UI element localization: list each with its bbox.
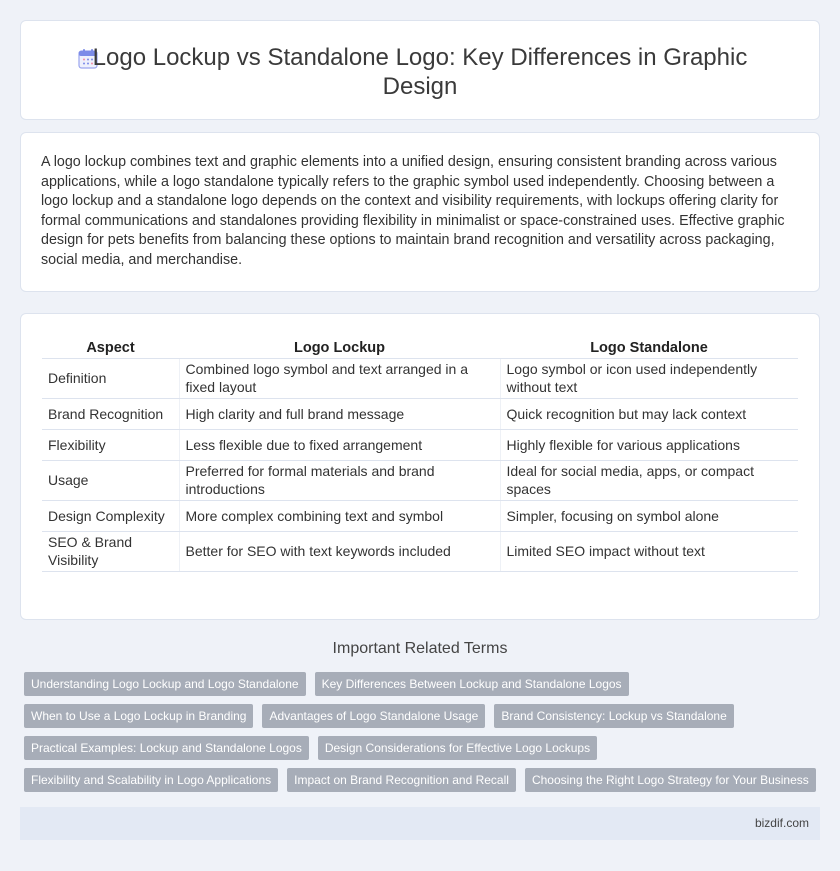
related-term-tag[interactable]: Brand Consistency: Lockup vs Standalone <box>494 704 733 728</box>
related-term-tag[interactable]: Impact on Brand Recognition and Recall <box>287 768 516 792</box>
header-logo-lockup: Logo Lockup <box>179 334 500 358</box>
row-aspect: SEO & Brand Visibility <box>42 531 179 571</box>
tag-row <box>24 672 824 696</box>
header-logo-standalone: Logo Standalone <box>500 334 798 358</box>
row-lockup-value: Preferred for formal materials and brand introductions <box>179 460 500 500</box>
row-lockup-value: Better for SEO with text keywords included <box>179 531 500 571</box>
intro-paragraph: A logo lockup combines text and graphic elements into a unified design, ensuring consistent branding across various applications, while a logo standalone typically refers to the graphic symbol used independently. Choosing between a logo lockup and a standalone logo depends on the context and visibility requirements, with lockups offering clarity for formal communications and standalones providing flexibility in minimalist or space-constrained uses. Effective graphic design for pets benefits from balancing these options to maintain brand recognition and versatility across packaging, social media, and merchandise. <box>41 154 785 268</box>
header-aspect: Aspect <box>42 334 179 358</box>
page-title: Logo Lockup vs Standalone Logo: Key Differences in Graphic Design <box>92 44 748 100</box>
table-row <box>42 429 798 460</box>
table-header-row <box>42 334 798 358</box>
tag-row <box>24 768 824 792</box>
table-row <box>42 500 798 531</box>
row-lockup-value: High clarity and full brand message <box>179 398 500 429</box>
row-standalone-value: Quick recognition but may lack context <box>500 398 798 429</box>
intro-card <box>20 132 820 292</box>
related-term-tag[interactable]: Choosing the Right Logo Strategy for Your Business <box>525 768 816 792</box>
row-aspect: Definition <box>42 358 179 398</box>
footer <box>20 807 820 840</box>
tag-row <box>24 704 824 728</box>
row-aspect: Flexibility <box>42 429 179 460</box>
related-term-tag[interactable]: Advantages of Logo Standalone Usage <box>262 704 485 728</box>
row-aspect: Design Complexity <box>42 500 179 531</box>
comparison-table <box>42 334 798 572</box>
row-standalone-value: Logo symbol or icon used independently without text <box>500 358 798 398</box>
related-terms-tags <box>24 672 824 800</box>
row-standalone-value: Ideal for social media, apps, or compact spaces <box>500 460 798 500</box>
row-aspect: Brand Recognition <box>42 398 179 429</box>
row-standalone-value: Limited SEO impact without text <box>500 531 798 571</box>
table-row <box>42 531 798 571</box>
tag-row <box>24 736 824 760</box>
related-term-tag[interactable]: Flexibility and Scalability in Logo Applications <box>24 768 278 792</box>
row-lockup-value: Combined logo symbol and text arranged in a fixed layout <box>179 358 500 398</box>
footer-site-name[interactable]: bizdif.com <box>754 816 809 830</box>
header-card <box>20 20 820 120</box>
related-term-tag[interactable]: Key Differences Between Lockup and Standalone Logos <box>315 672 629 696</box>
row-lockup-value: More complex combining text and symbol <box>179 500 500 531</box>
related-term-tag[interactable]: When to Use a Logo Lockup in Branding <box>24 704 253 728</box>
table-row <box>42 398 798 429</box>
row-standalone-value: Highly flexible for various applications <box>500 429 798 460</box>
related-term-tag[interactable]: Practical Examples: Lockup and Standalone Logos <box>24 736 309 760</box>
comparison-card <box>20 313 820 620</box>
row-aspect: Usage <box>42 460 179 500</box>
row-standalone-value: Simpler, focusing on symbol alone <box>500 500 798 531</box>
table-row <box>42 358 798 398</box>
related-term-tag[interactable]: Understanding Logo Lockup and Logo Standalone <box>24 672 306 696</box>
related-terms-title: Important Related Terms <box>332 640 508 657</box>
table-row <box>42 460 798 500</box>
row-lockup-value: Less flexible due to fixed arrangement <box>179 429 500 460</box>
related-term-tag[interactable]: Design Considerations for Effective Logo Lockups <box>318 736 597 760</box>
